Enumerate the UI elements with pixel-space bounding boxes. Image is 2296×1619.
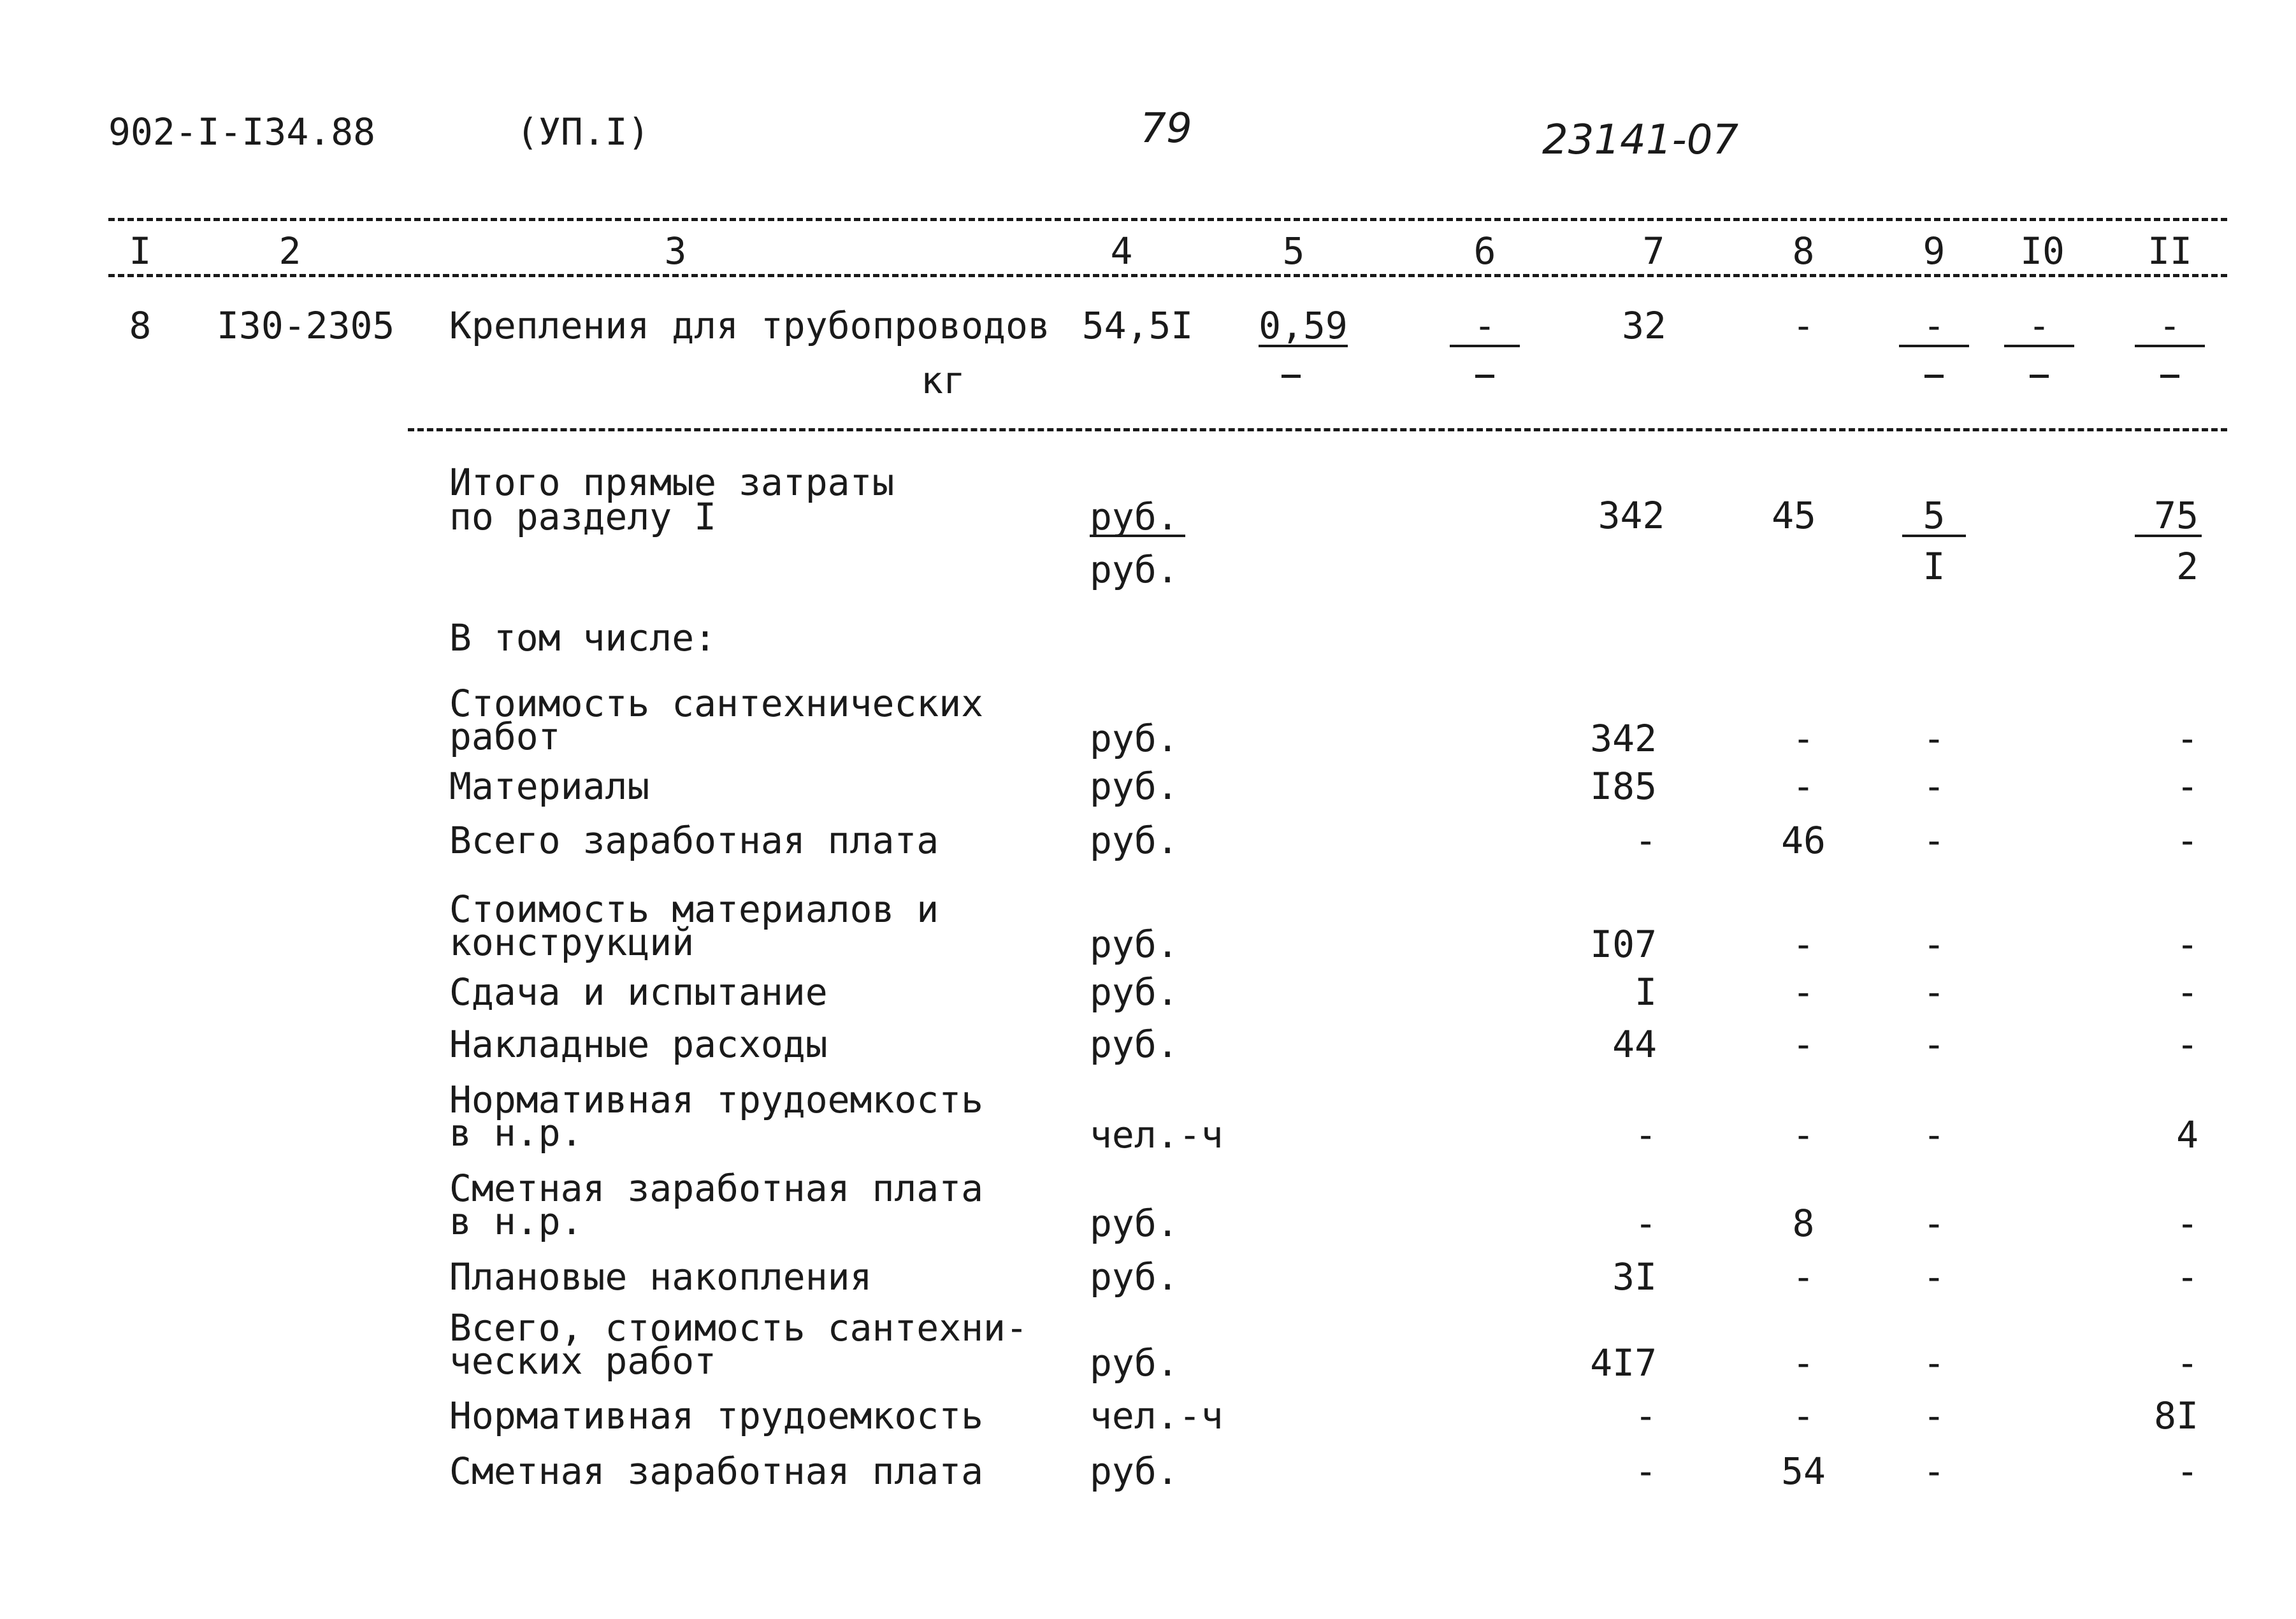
header-top-rule [108, 218, 2227, 221]
cell-c7: - [1635, 819, 1657, 862]
cell-c11: - [2176, 717, 2199, 760]
section-rule [408, 428, 2227, 431]
column-header: 4 [1110, 229, 1133, 273]
dash-mark [1282, 375, 1301, 378]
cell-c11: - [2176, 923, 2199, 966]
cell-c7: 44 [1612, 1023, 1657, 1066]
dash-mark [1924, 375, 1944, 378]
cell-c11: - [2176, 1202, 2199, 1245]
row-label-line1: Плановые накопления [449, 1255, 872, 1299]
row-unit: руб. [1090, 819, 1179, 862]
fraction-line [1090, 535, 1185, 537]
fraction-line [2004, 345, 2074, 347]
cell-c7: - [1635, 1450, 1657, 1493]
total-col7: 342 [1598, 494, 1665, 537]
row-unit: руб. [1090, 970, 1179, 1014]
total-col11-top: 75 [2154, 494, 2199, 537]
cell-col9: - [1923, 304, 1946, 347]
row-unit: руб. [1090, 717, 1179, 760]
cell-c8: - [1792, 1394, 1815, 1437]
cell-c11: - [2176, 970, 2199, 1014]
fraction-line [1450, 345, 1520, 347]
row-label-line1: Всего заработная плата [449, 819, 939, 862]
row-unit: руб. [1090, 1341, 1179, 1385]
cell-c11: 4 [2176, 1113, 2199, 1156]
row-unit: руб. [1090, 1202, 1179, 1245]
document-code: 902-I-I34.88 [108, 110, 376, 154]
row-unit: чел.-ч [1090, 1113, 1224, 1156]
cell-col8: - [1792, 304, 1815, 347]
cell-col4: 54,5I [1081, 304, 1194, 347]
row-label-line1: Сметная заработная плата [449, 1167, 984, 1210]
cell-c7: - [1635, 1202, 1657, 1245]
fraction-line [1902, 535, 1966, 537]
cell-c8: 46 [1781, 819, 1826, 862]
dash-mark [2160, 375, 2179, 378]
cell-c9: - [1923, 1113, 1946, 1156]
row-label-line1: Нормативная трудоемкость [449, 1394, 984, 1437]
column-header: I0 [2020, 229, 2065, 273]
total-col9-bottom: I [1923, 545, 1946, 588]
row-label-line1: Нормативная трудоемкость [449, 1078, 984, 1121]
total-unit-bottom: руб. [1090, 548, 1179, 591]
cell-c9: - [1923, 1255, 1946, 1299]
total-col11-bottom: 2 [2176, 545, 2199, 588]
dash-mark [2030, 375, 2049, 378]
cell-c11: - [2176, 819, 2199, 862]
album-number: (УП.I) [516, 110, 650, 154]
cell-c7: - [1635, 1113, 1657, 1156]
row-unit: руб. [1090, 1255, 1179, 1299]
fraction-line [1259, 345, 1348, 347]
total-unit-top: руб. [1090, 495, 1179, 538]
cell-c8: - [1792, 717, 1815, 760]
fraction-line [2135, 535, 2202, 537]
row-label-line1: Накладные расходы [449, 1023, 828, 1066]
cell-c9: - [1923, 819, 1946, 862]
row-number: 8 [129, 304, 152, 347]
cell-c11: - [2176, 1255, 2199, 1299]
cell-c8: - [1792, 1255, 1815, 1299]
cell-c7: I85 [1590, 765, 1657, 808]
column-header: 2 [278, 229, 301, 273]
cell-c11: - [2176, 1341, 2199, 1385]
cell-c9: - [1923, 1394, 1946, 1437]
cell-c7: 4I7 [1590, 1341, 1657, 1385]
cell-c8: - [1792, 923, 1815, 966]
cell-c9: - [1923, 1023, 1946, 1066]
column-header: 5 [1282, 229, 1305, 273]
cell-c9: - [1923, 1341, 1946, 1385]
row-label-line1: Материалы [449, 765, 650, 808]
cell-c11: - [2176, 765, 2199, 808]
project-code: 23141-07 [1542, 117, 1739, 164]
column-header: 9 [1923, 229, 1946, 273]
cell-col7: 32 [1622, 304, 1666, 347]
row-label-line1: Стоимость сантехнических [449, 682, 984, 725]
cell-c9: - [1923, 717, 1946, 760]
total-col8: 45 [1772, 494, 1816, 537]
column-header: 7 [1642, 229, 1665, 273]
cell-c9: - [1923, 765, 1946, 808]
cell-c9: - [1923, 970, 1946, 1014]
column-header: I [129, 229, 152, 273]
row-label-line1: Сдача и испытание [449, 970, 828, 1014]
cell-c7: 3I [1612, 1255, 1657, 1299]
cell-c8: - [1792, 1023, 1815, 1066]
cell-c9: - [1923, 1450, 1946, 1493]
cell-col5: 0,59 [1259, 304, 1348, 347]
row-unit: чел.-ч [1090, 1394, 1224, 1437]
column-header: II [2148, 229, 2192, 273]
row-label-line1: Всего, стоимость сантехни- [449, 1306, 1028, 1349]
cell-c11: 8I [2154, 1394, 2199, 1437]
row-unit: руб. [1090, 1450, 1179, 1493]
cell-c8: - [1792, 765, 1815, 808]
header-bottom-rule [108, 274, 2227, 277]
cell-col11: - [2158, 304, 2181, 347]
item-name: Крепления для трубопроводов [449, 304, 1050, 347]
cell-c11: - [2176, 1450, 2199, 1493]
total-col9-top: 5 [1923, 494, 1946, 537]
dash-mark [1475, 375, 1494, 378]
cell-c7: - [1635, 1394, 1657, 1437]
cell-c9: - [1923, 923, 1946, 966]
total-label-line1: Итого прямые затраты [449, 461, 895, 504]
cell-c8: - [1792, 1341, 1815, 1385]
row-unit: руб. [1090, 923, 1179, 966]
row-label-line2: работ [449, 715, 561, 758]
row-label-line1: Стоимость материалов и [449, 888, 939, 931]
including-label: В том числе: [449, 616, 717, 659]
cell-col6: - [1473, 304, 1496, 347]
fraction-line [1899, 345, 1969, 347]
column-header: 6 [1473, 229, 1496, 273]
fraction-line [2135, 345, 2205, 347]
cell-c7: I [1635, 970, 1657, 1014]
column-header: 8 [1792, 229, 1815, 273]
cell-c9: - [1923, 1202, 1946, 1245]
row-label-line2: ческих работ [449, 1339, 717, 1383]
cell-c8: - [1792, 1113, 1815, 1156]
row-label-line2: в н.р. [449, 1200, 583, 1243]
row-unit: руб. [1090, 765, 1179, 808]
row-label-line2: в н.р. [449, 1111, 583, 1155]
row-label-line1: Сметная заработная плата [449, 1450, 984, 1493]
cell-c8: 8 [1792, 1202, 1815, 1245]
cell-c7: 342 [1590, 717, 1657, 760]
total-label-line2: по разделу I [449, 495, 717, 538]
cell-col10: - [2028, 304, 2051, 347]
item-unit: кг [921, 359, 965, 402]
cell-c8: 54 [1781, 1450, 1826, 1493]
page-number: 79 [1140, 105, 1192, 152]
row-unit: руб. [1090, 1023, 1179, 1066]
cell-c11: - [2176, 1023, 2199, 1066]
norm-code: I30-2305 [217, 304, 395, 347]
cell-c8: - [1792, 970, 1815, 1014]
row-label-line2: конструкций [449, 921, 695, 964]
column-header: 3 [664, 229, 687, 273]
cell-c7: I07 [1590, 923, 1657, 966]
